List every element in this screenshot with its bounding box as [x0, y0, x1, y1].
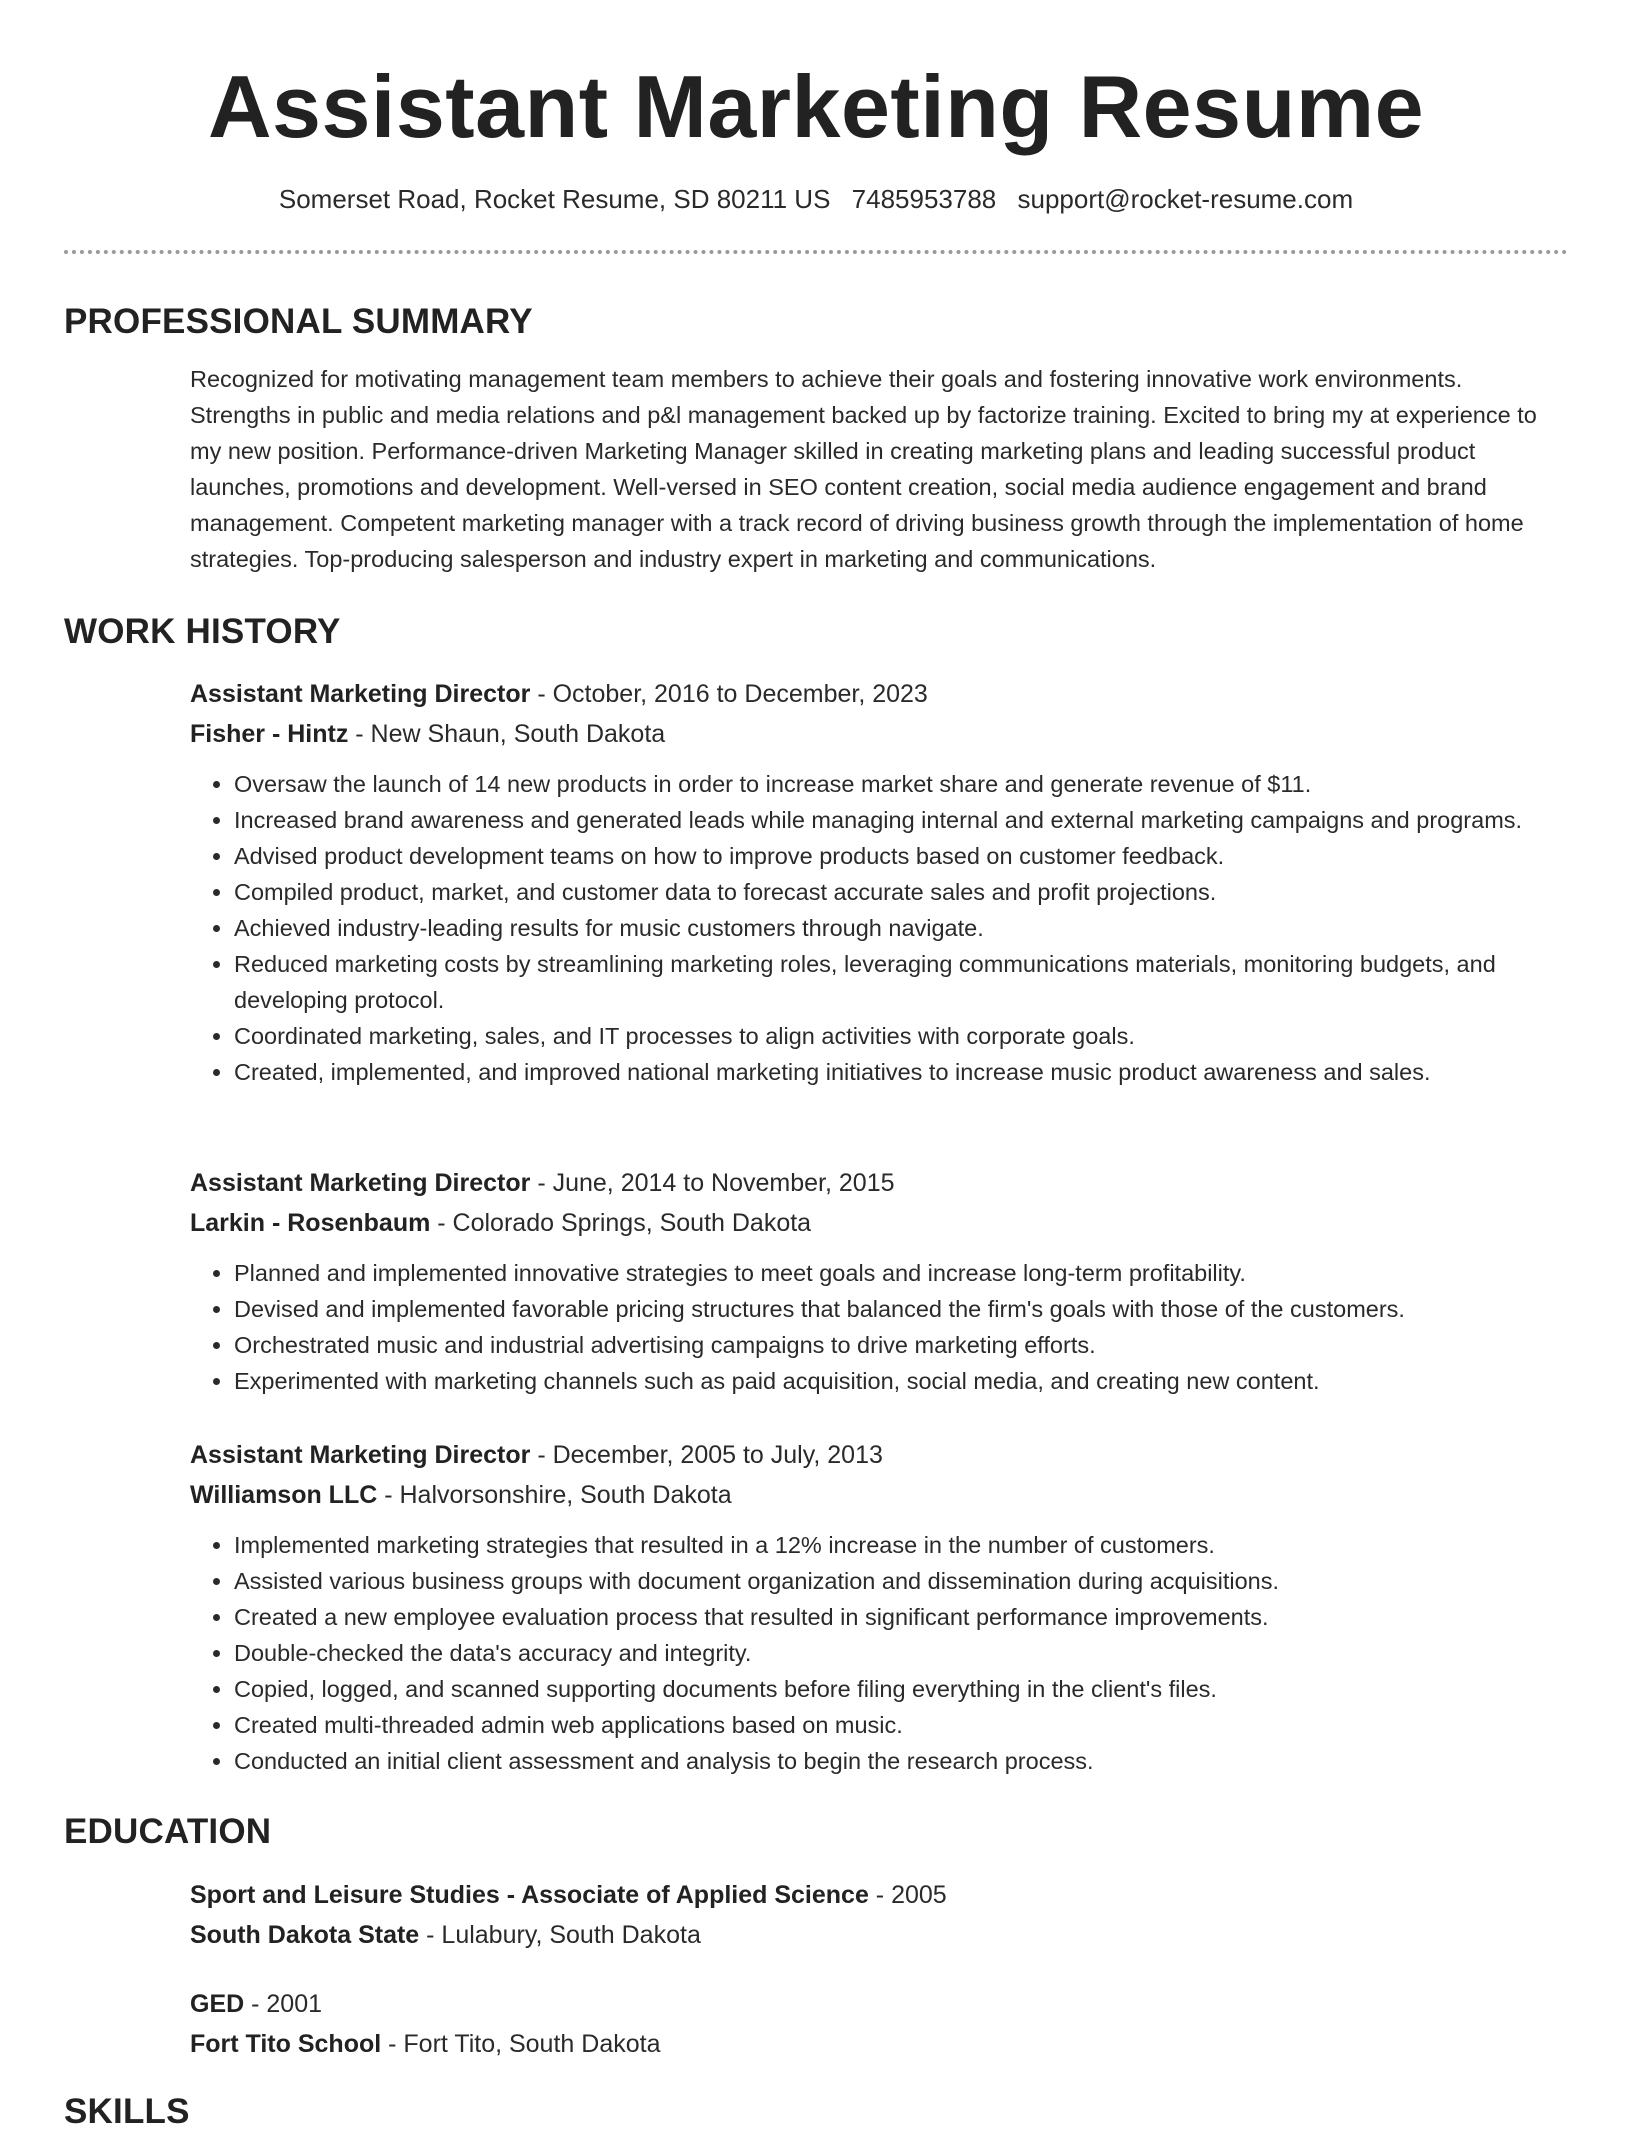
job-bullet: • Achieved industry-leading results for music customers through navigate. [234, 910, 1560, 946]
job-title-line [190, 1163, 1560, 1203]
job-title-line [190, 1435, 1560, 1475]
job-dates: - December, 2005 to July, 2013 [530, 1441, 883, 1469]
job-bullet: • Implemented marketing strategies that resulted in a 12% increase in the number of customers. [234, 1527, 1560, 1563]
education-year: - 2001 [244, 1990, 323, 2018]
job-bullet: • Created a new employee evaluation process that resulted in significant performance improvements. [234, 1599, 1560, 1635]
job-title: Assistant Marketing Director [190, 680, 531, 708]
education-section [64, 1810, 1568, 1854]
education-degree: Sport and Leisure Studies - Associate of Applied Science [190, 1881, 869, 1909]
job-bullet: • Created multi-threaded admin web applications based on music. [234, 1707, 1560, 1743]
education-heading: EDUCATION [64, 1812, 272, 1851]
skills-section [64, 2090, 1568, 2134]
job-title-line [190, 674, 1560, 714]
job-title: Assistant Marketing Director [190, 1441, 531, 1469]
job-title: Assistant Marketing Director [190, 1169, 531, 1197]
job-bullet: • Conducted an initial client assessment and analysis to begin the research process. [234, 1743, 1560, 1779]
job-company: Fisher - Hintz [190, 720, 349, 748]
education-degree: GED [190, 1990, 245, 2018]
job-bullets [190, 1255, 1560, 1399]
job-dates: - June, 2014 to November, 2015 [530, 1169, 895, 1197]
job-entry [64, 1435, 1568, 1779]
job-bullet: • Increased brand awareness and generated leads while managing internal and external marketing campaigns and programs. [234, 802, 1560, 838]
job-company-line [190, 714, 1560, 754]
education-school-line [190, 1915, 1560, 1955]
job-company-line [190, 1203, 1560, 1243]
education-entry [64, 1984, 1568, 2064]
work-history-heading: WORK HISTORY [64, 612, 341, 651]
education-year: - 2005 [868, 1881, 947, 1909]
education-degree-line [190, 1984, 1560, 2024]
skills-heading: SKILLS [64, 2092, 190, 2131]
job-company: Larkin - Rosenbaum [190, 1209, 431, 1237]
summary-section [64, 300, 1568, 577]
resume-title: Assistant Marketing Resume [207, 57, 1425, 156]
job-location: - Halvorsonshire, South Dakota [377, 1481, 732, 1509]
contact-email: support@rocket-resume.com [1017, 184, 1354, 214]
job-location: - New Shaun, South Dakota [348, 720, 666, 748]
education-school: Fort Tito School [190, 2030, 382, 2058]
summary-text: Recognized for motivating management team members to achieve their goals and fostering innovative work environments. Strengths in public and media relations and p&l management backed up by factorize training. Excited to bring my at experience to my new position. Performance-driven Marketing Manager skilled in creating marketing plans and leading successful product launches, promotions and development. Well-versed in SEO content creation, social media audience engagement and brand management. Competent marketing manager with a track record of driving business growth through the implementation of home strategies. Top-producing salesperson and industry expert in marketing and communications. [190, 366, 1537, 572]
job-bullet: • Double-checked the data's accuracy and integrity. [234, 1635, 1560, 1671]
job-bullet: • Coordinated marketing, sales, and IT processes to align activities with corporate goals. [234, 1018, 1560, 1054]
header-divider [64, 250, 1568, 254]
job-bullet: • Oversaw the launch of 14 new products in order to increase market share and generate revenue of $11. [234, 766, 1560, 802]
job-bullet: • Reduced marketing costs by streamlining marketing roles, leveraging communications materials, monitoring budgets, and developing protocol. [234, 946, 1560, 1018]
job-location: - Colorado Springs, South Dakota [430, 1209, 812, 1237]
education-degree-line [190, 1875, 1560, 1915]
job-entry [64, 674, 1568, 1090]
job-entry [64, 1163, 1568, 1399]
job-bullet: • Experimented with marketing channels such as paid acquisition, social media, and creating new content. [234, 1363, 1560, 1399]
job-bullet: • Assisted various business groups with document organization and dissemination during acquisitions. [234, 1563, 1560, 1599]
job-bullets [190, 766, 1560, 1090]
job-bullet: • Created, implemented, and improved national marketing initiatives to increase music product awareness and sales. [234, 1054, 1560, 1090]
contact-phone: 7485953788 [851, 184, 997, 214]
job-bullet: • Advised product development teams on how to improve products based on customer feedback. [234, 838, 1560, 874]
job-bullet: • Copied, logged, and scanned supporting documents before filing everything in the client's files. [234, 1671, 1560, 1707]
education-school: South Dakota State [190, 1921, 420, 1949]
contact-line [0, 178, 1632, 220]
education-school-line [190, 2024, 1560, 2064]
job-bullet: • Compiled product, market, and customer data to forecast accurate sales and profit projections. [234, 874, 1560, 910]
contact-address: Somerset Road, Rocket Resume, SD 80211 US [278, 184, 831, 214]
job-bullet: • Orchestrated music and industrial advertising campaigns to drive marketing efforts. [234, 1327, 1560, 1363]
education-entry [64, 1875, 1568, 1955]
job-company-line [190, 1475, 1560, 1515]
education-location: - Fort Tito, South Dakota [381, 2030, 661, 2058]
job-bullet: • Planned and implemented innovative strategies to meet goals and increase long-term profitability. [234, 1255, 1560, 1291]
job-company: Williamson LLC [190, 1481, 378, 1509]
education-location: - Lulabury, South Dakota [419, 1921, 701, 1949]
job-bullets [190, 1527, 1560, 1779]
job-dates: - October, 2016 to December, 2023 [530, 680, 928, 708]
job-bullet: • Devised and implemented favorable pricing structures that balanced the firm's goals with those of the customers. [234, 1291, 1560, 1327]
work-history-section [64, 610, 1568, 654]
summary-heading: PROFESSIONAL SUMMARY [64, 302, 533, 341]
